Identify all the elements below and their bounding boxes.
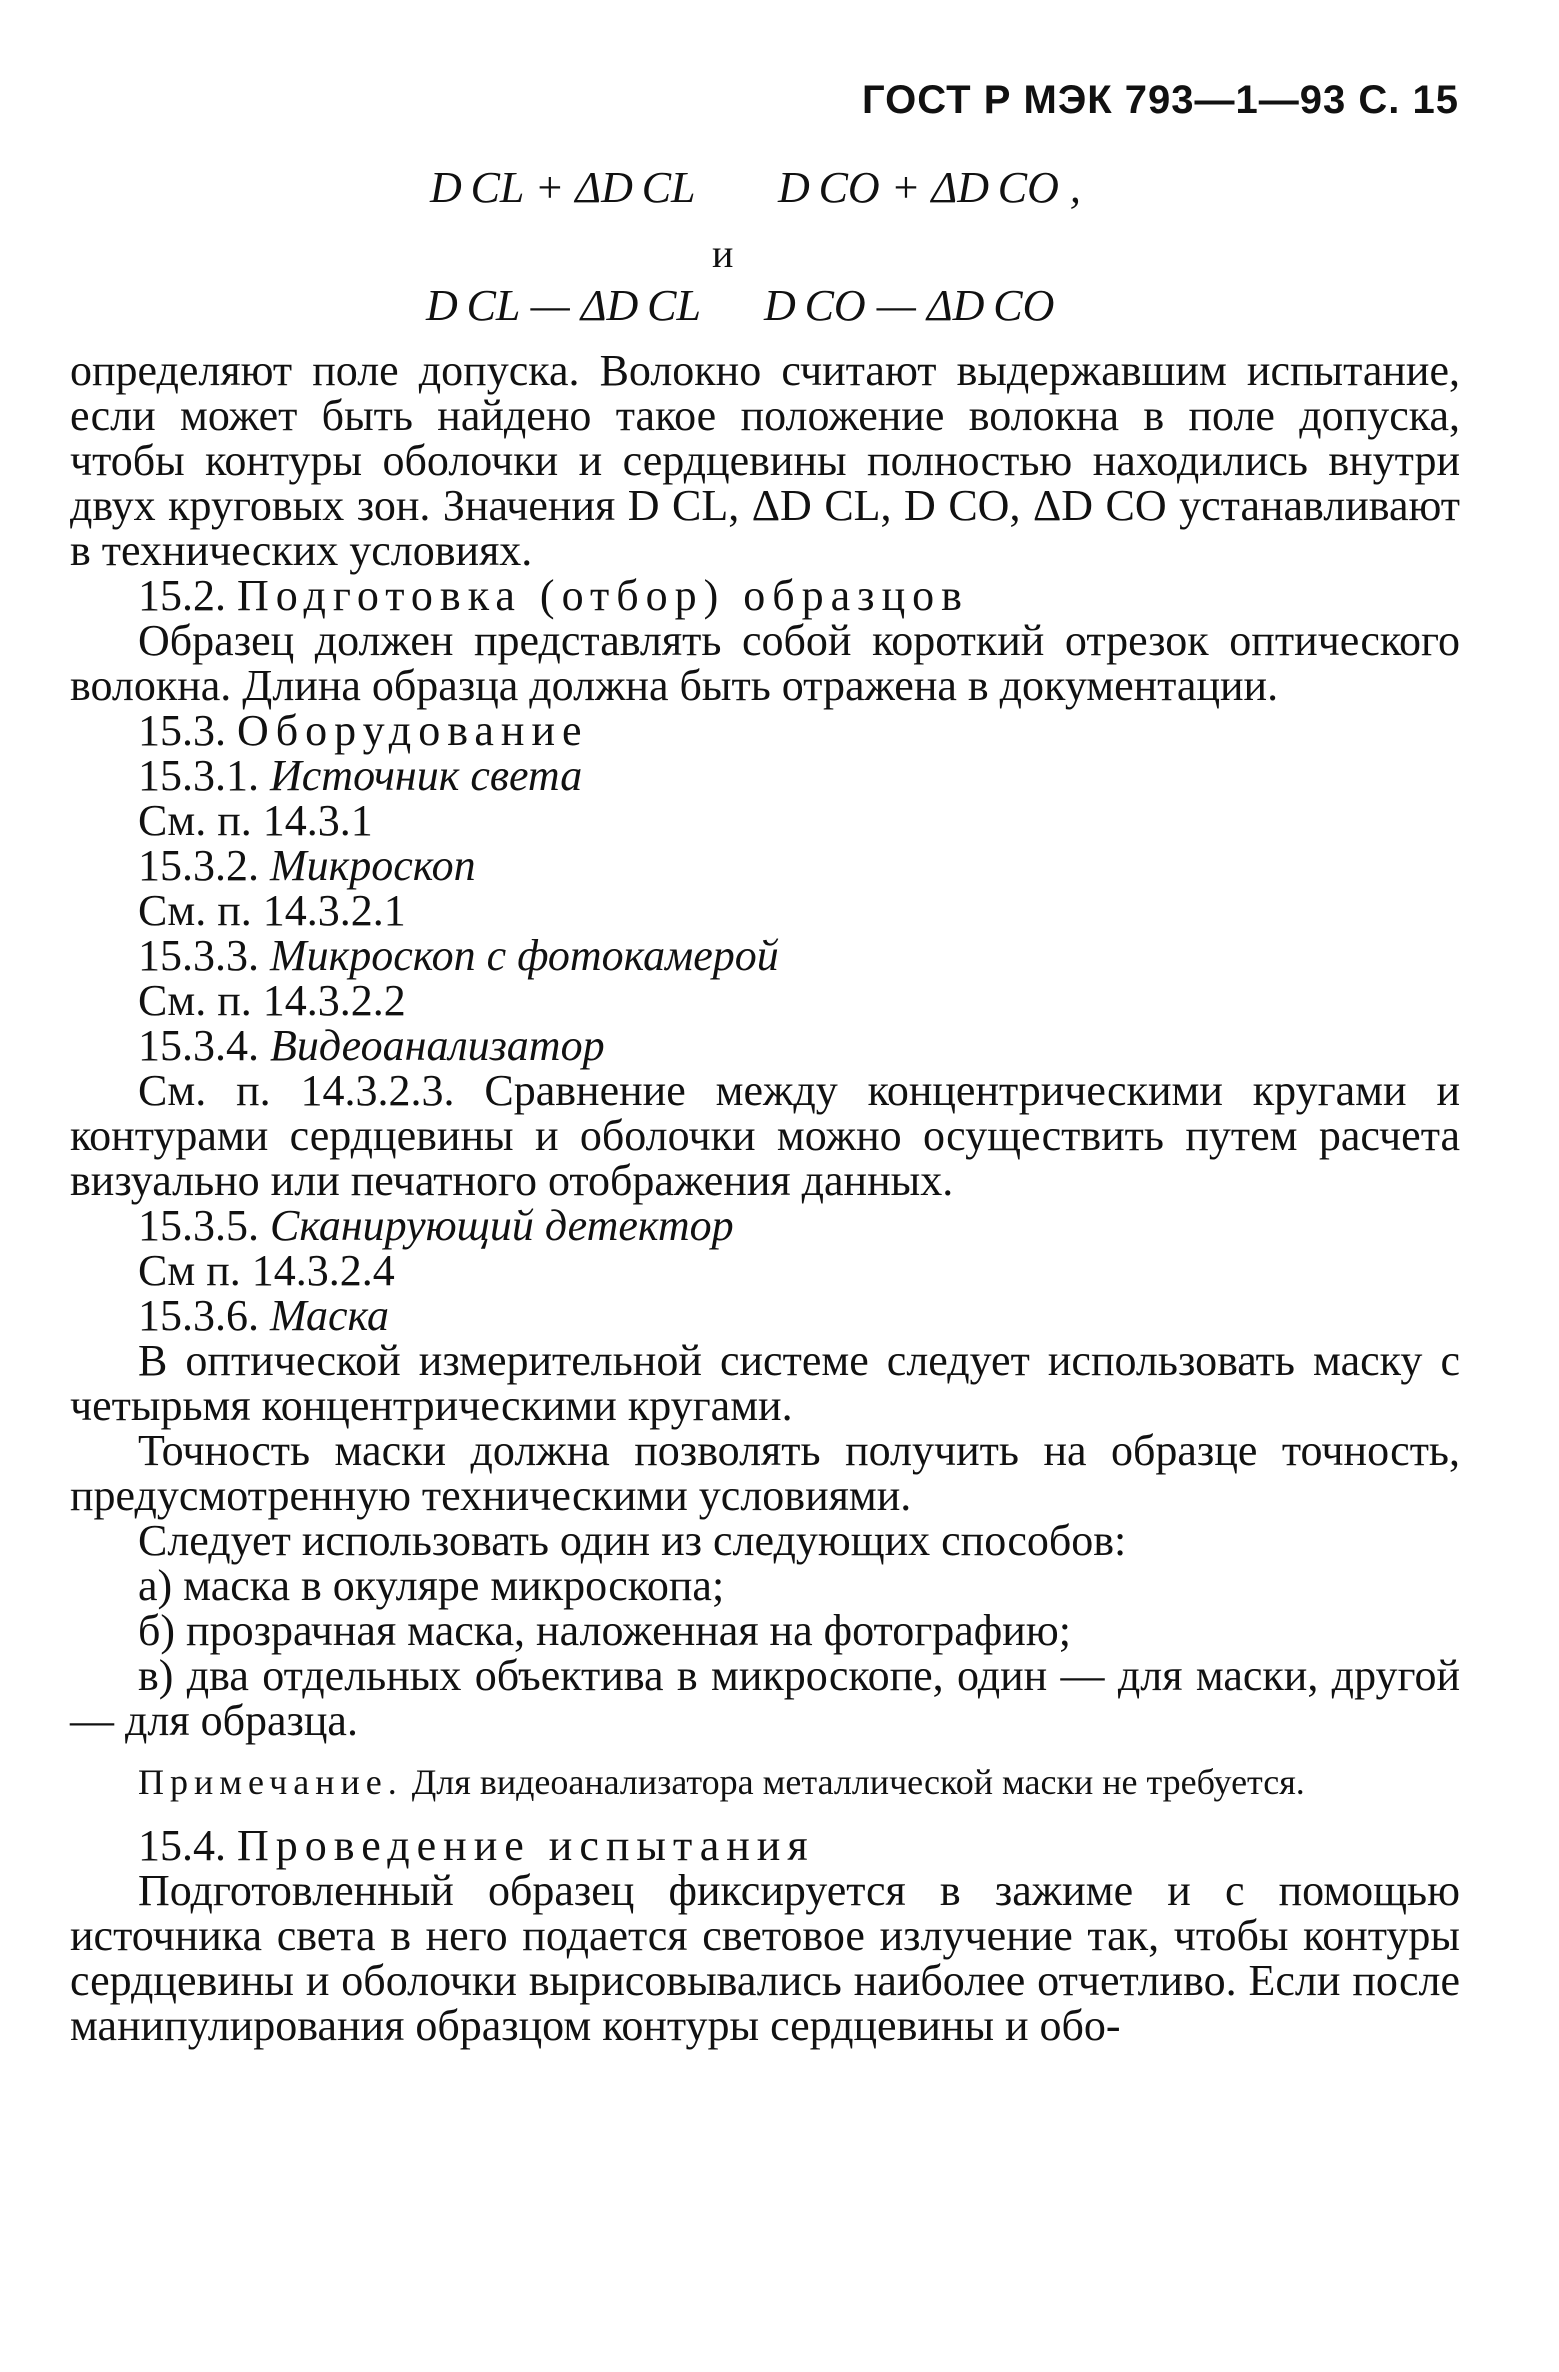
paragraph-methods: Следует использовать один из следующих способов: bbox=[138, 1516, 1127, 1565]
subsection-title: Микроскоп bbox=[270, 841, 476, 890]
page-header: ГОСТ Р МЭК 793—1—93 С. 15 bbox=[862, 78, 1459, 122]
subsection-heading-15-3-4 bbox=[70, 1023, 1460, 1068]
subsection-heading-15-3-3 bbox=[70, 933, 1460, 978]
subsection-heading-15-3-2 bbox=[70, 843, 1460, 888]
subsection-heading-15-3-5 bbox=[70, 1203, 1460, 1248]
formula-upper-left: D CL + ΔD CL bbox=[430, 163, 696, 212]
paragraph-mask-accuracy: Точность маски должна позволять получить на образце точность, предусмотренную техническими условиями. bbox=[70, 1426, 1460, 1520]
formula-conjunction: и bbox=[712, 231, 734, 276]
subsection-heading-15-3-1 bbox=[70, 753, 1460, 798]
subsection-title: Источник света bbox=[270, 751, 583, 800]
subsection-title: Сканирующий детектор bbox=[270, 1201, 734, 1250]
section-number: 15.2. bbox=[138, 571, 226, 620]
subsection-number: 15.3.5. bbox=[138, 1201, 259, 1250]
subsection-number: 15.3.2. bbox=[138, 841, 259, 890]
reference-15-3-5: См п. 14.3.2.4 bbox=[138, 1246, 395, 1295]
section-heading-15-2 bbox=[70, 573, 1460, 618]
reference-15-3-1: См. п. 14.3.1 bbox=[138, 796, 373, 845]
formula-lower-right: D CO — ΔD CO bbox=[764, 281, 1055, 330]
list-item-a: а) маска в окуляре микроскопа; bbox=[138, 1561, 725, 1610]
subsection-title: Видеоанализатор bbox=[270, 1021, 605, 1070]
section-number: 15.4. bbox=[138, 1821, 226, 1870]
subsection-number: 15.3.3. bbox=[138, 931, 259, 980]
section-title: Оборудование bbox=[237, 706, 589, 755]
subsection-number: 15.3.4. bbox=[138, 1021, 259, 1070]
paragraph-procedure: Подготовленный образец фиксируется в зажиме и с помощью источника света в него подается световое излучение так, чтобы контуры сердцевины и оболочки вырисовывались наиболее отчетливо. Если после манипулирования образцом контуры сердцевины и обо- bbox=[70, 1866, 1460, 2050]
subsection-heading-15-3-6 bbox=[70, 1293, 1460, 1338]
paragraph-tolerance: определяют поле допуска. Волокно считают выдержавшим испытание, если может быть найдено такое положение волокна в поле допуска, чтобы контуры оболочки и сердцевины полностью находились внутри двух круговых зон. Значения D CL, ΔD CL, D CO, ΔD CO устанавливают в технических условиях. bbox=[70, 346, 1460, 575]
document-body bbox=[70, 348, 1460, 2048]
section-heading-15-3 bbox=[70, 708, 1460, 753]
paragraph-sample: Образец должен представлять собой короткий отрезок оптического волокна. Длина образца должна быть отражена в документации. bbox=[70, 616, 1460, 710]
section-title: Проведение испытания bbox=[237, 1821, 815, 1870]
paragraph-mask: В оптической измерительной системе следует использовать маску с четырьмя концентрическими кругами. bbox=[70, 1336, 1460, 1430]
formula-upper-right: D CO + ΔD CO , bbox=[778, 163, 1081, 212]
note bbox=[70, 1761, 1460, 1803]
reference-15-3-2: См. п. 14.3.2.1 bbox=[138, 886, 406, 935]
note-text: Для видеоанализатора металлической маски не требуется. bbox=[411, 1762, 1305, 1802]
section-number: 15.3. bbox=[138, 706, 226, 755]
list-item-b: б) прозрачная маска, наложенная на фотографию; bbox=[138, 1606, 1071, 1655]
section-title: Подготовка (отбор) образцов bbox=[237, 571, 969, 620]
formula-lower-left: D CL — ΔD CL bbox=[426, 281, 701, 330]
note-label: Примечание. bbox=[138, 1762, 403, 1802]
subsection-title: Маска bbox=[270, 1291, 390, 1340]
subsection-number: 15.3.6. bbox=[138, 1291, 259, 1340]
subsection-number: 15.3.1. bbox=[138, 751, 259, 800]
list-item-c: в) два отдельных объектива в микроскопе, один — для маски, другой — для образца. bbox=[70, 1651, 1460, 1745]
section-heading-15-4 bbox=[70, 1823, 1460, 1868]
subsection-title: Микроскоп с фотокамерой bbox=[270, 931, 779, 980]
reference-15-3-3: См. п. 14.3.2.2 bbox=[138, 976, 406, 1025]
reference-15-3-4: См. п. 14.3.2.3. Сравнение между концентрическими кругами и контурами сердцевины и оболочки можно осуществить путем расчета визуально или печатного отображения данных. bbox=[70, 1066, 1460, 1205]
